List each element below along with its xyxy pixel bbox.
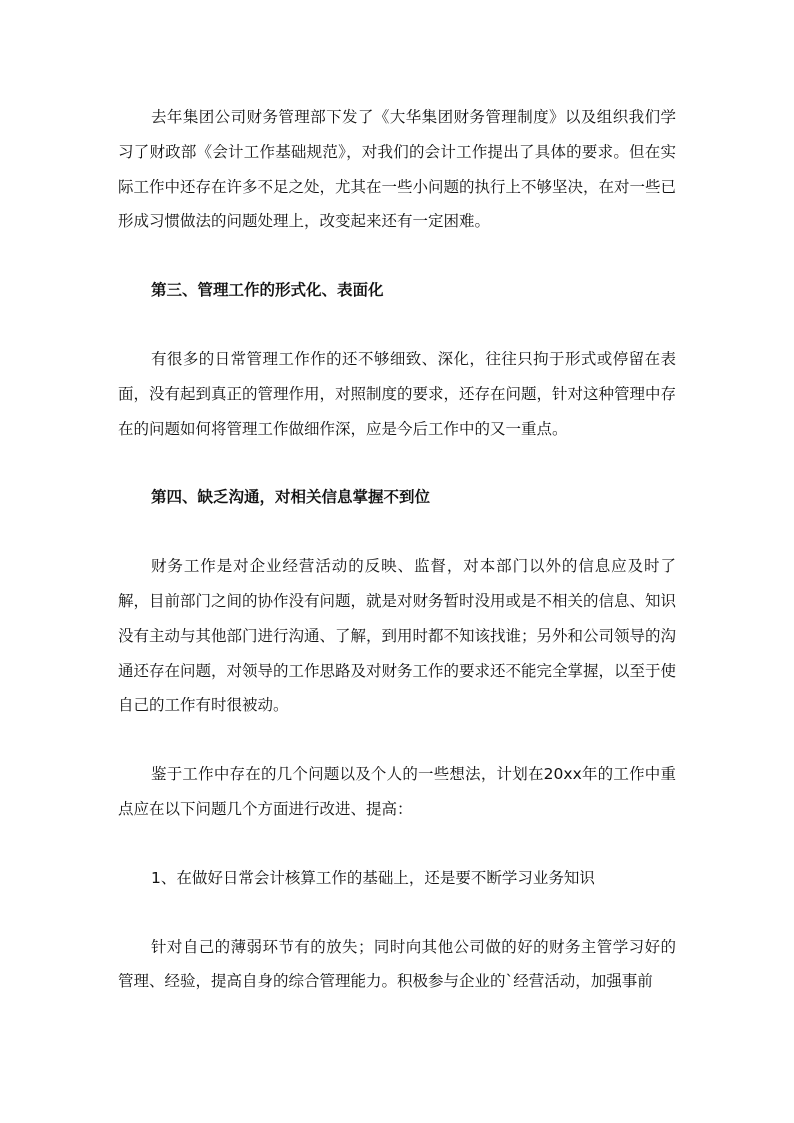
paragraph-plan-improvement: 鉴于工作中存在的几个问题以及个人的一些想法，计划在20xx年的工作中重点应在以下问题几个方面进行改进、提高：	[118, 765, 676, 818]
paragraph-daily-management: 有很多的日常管理工作作的还不够细致、深化，往往只拘于形式或停留在表面，没有起到真正的管理作用，对照制度的要求，还存在问题，针对这种管理中存在的问题如何将管理工作做细作深，应是今后工作中的又一重点。	[118, 349, 677, 438]
paragraph-finance-communication: 财务工作是对企业经营活动的反映、监督，对本部门以外的信息应及时了解，目前部门之间的协作没有问题，就是对财务暂时没用或是不相关的信息、知识没有主动与其他部门进行沟通、了解，到用时都不知该找谁；另外和公司领导的沟通还存在问题，对领导的工作思路及对财务工作的要求还不能完全掌握，以至于使自己的工作有时很被动。	[118, 557, 677, 715]
paragraph-weak-links: 针对自己的薄弱环节有的放失；同时向其他公司做的好的财务主管学习好的管理、经验，提高自身的综合管理能力。积极参与企业的`经营活动，加强事前	[118, 937, 676, 991]
heading-fourth-communication: 第四、缺乏沟通，对相关信息掌握不到位	[151, 488, 431, 507]
paragraph-management-system: 去年集团公司财务管理部下发了《大华集团财务管理制度》以及组织我们学习了财政部《会计工作基础规范》，对我们的会计工作提出了具体的要求。但在实际工作中还存在许多不足之处，尤其在一些小问题的执行上不够坚决，在对一些已形成习惯做法的问题处理上，改变起来还有一定困难。	[118, 108, 677, 231]
heading-third-formalism: 第三、管理工作的形式化、表面化	[151, 281, 384, 300]
paragraph-point-one: 1、在做好日常会计核算工作的基础上，还是要不断学习业务知识	[151, 868, 595, 887]
